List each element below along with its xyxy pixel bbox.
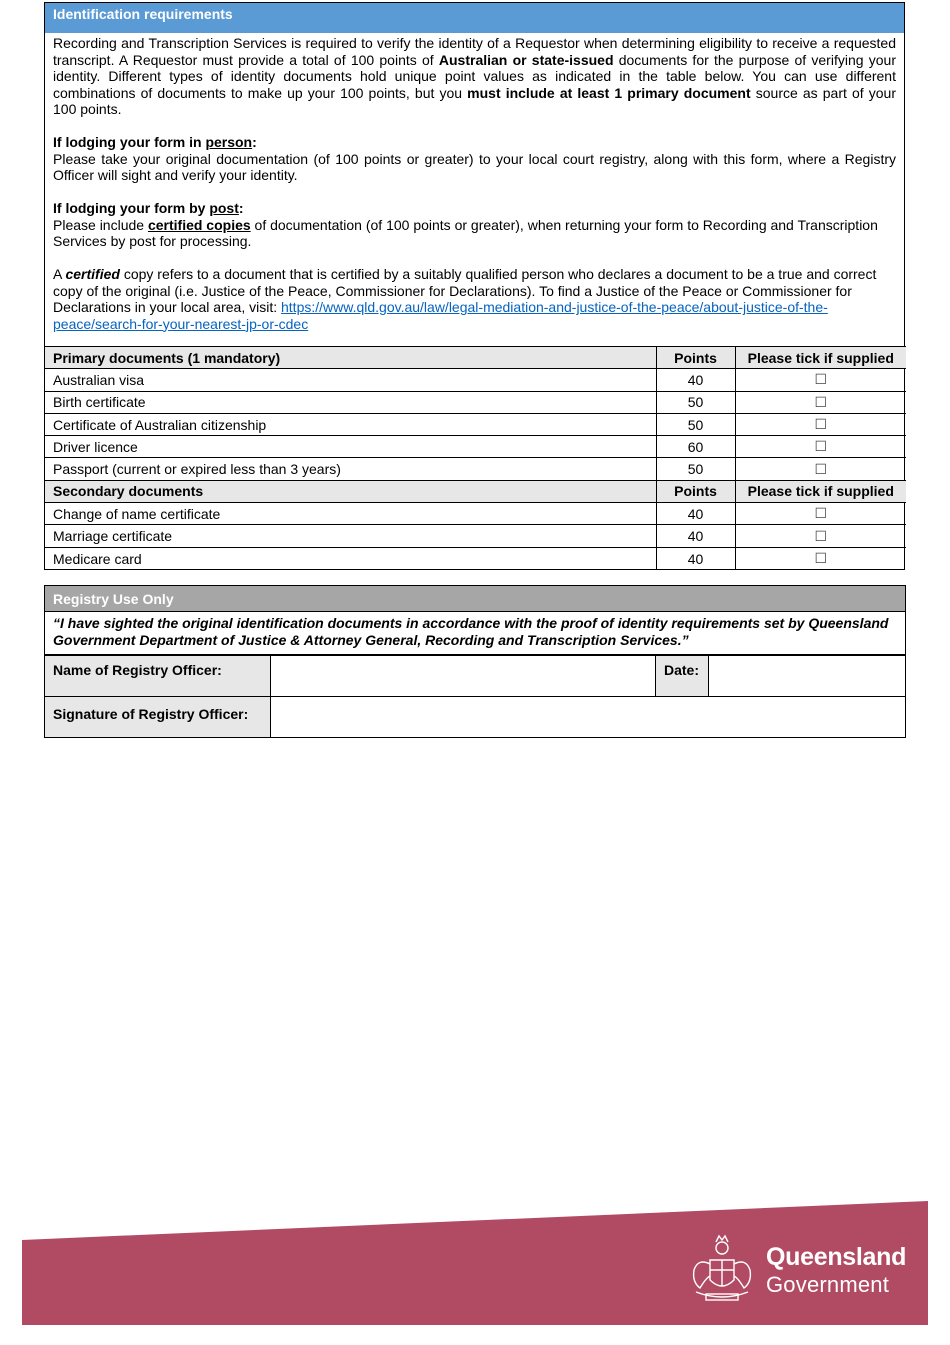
text: If lodging your form by	[53, 200, 210, 216]
checkbox-icon[interactable]: ☐	[814, 506, 828, 523]
brand-queensland: Queensland	[766, 1243, 907, 1271]
document-points: 50	[656, 458, 735, 480]
registry-section	[44, 585, 906, 738]
document-points: 60	[656, 436, 735, 458]
jp-search-link[interactable]: https://www.qld.gov.au/law/legal-mediation-and-justice-of-the-peace/about-justice-of-the-peace/search-for-your-nearest-jp-or-cdec	[53, 299, 828, 332]
checkbox-icon[interactable]: ☐	[814, 461, 828, 478]
table-row	[45, 503, 906, 525]
text: :	[252, 134, 257, 150]
table-row	[45, 436, 906, 458]
officer-name-label: Name of Registry Officer:	[45, 656, 271, 697]
text-bold-italic: certified	[65, 266, 120, 282]
document-name: Certificate of Australian citizenship	[45, 413, 656, 435]
column-header: Secondary documents	[45, 480, 656, 502]
text: copy refers to a document that is certified by a suitably qualified person who declares a document to be a true and correct copy of the original (i.e. Justice of the Peace, Commissioner for Declarations). To find a Justice of the Peace or Commissioner for Declarations in your local area, visit:	[53, 266, 877, 315]
checkbox-icon[interactable]: ☐	[814, 372, 828, 389]
text-bold: Australian or state-issued	[438, 51, 614, 68]
section-header: Identification requirements	[45, 3, 904, 33]
officer-signature-field[interactable]	[271, 697, 906, 738]
registry-declaration: “I have sighted the original identification documents in accordance with the proof of identity requirements set by Queensland Government Department of Justice & Attorney General, Recording and Transcription Services.”	[44, 612, 906, 655]
document-name: Change of name certificate	[45, 503, 656, 525]
document-points: 40	[656, 525, 735, 547]
intro-paragraph	[53, 35, 896, 118]
text-underline: post	[209, 200, 239, 216]
checkbox-icon[interactable]: ☐	[814, 417, 828, 434]
document-points: 40	[656, 503, 735, 525]
text: source as part of your 100 points.	[53, 84, 897, 117]
checkbox-icon[interactable]: ☐	[814, 394, 828, 411]
intro-text	[45, 33, 904, 346]
brand-government: Government	[766, 1272, 890, 1297]
table-row	[45, 391, 906, 413]
document-name: Marriage certificate	[45, 525, 656, 547]
date-field[interactable]	[709, 656, 906, 697]
text-underline: person	[205, 134, 253, 150]
column-header: Please tick if supplied	[735, 347, 906, 369]
registry-header: Registry Use Only	[44, 585, 906, 612]
table-row	[45, 525, 906, 547]
document-points: 40	[656, 547, 735, 569]
text-bold: must include at least 1 primary document	[467, 84, 751, 101]
certified-paragraph	[53, 266, 896, 332]
document-name: Passport (current or expired less than 3 years)	[45, 458, 656, 480]
officer-name-field[interactable]	[271, 656, 656, 697]
table-row	[45, 369, 906, 391]
document-name: Australian visa	[45, 369, 656, 391]
document-name: Driver licence	[45, 436, 656, 458]
text: Recording and Transcription Services is required to verify the identity of a Requestor when determining eligibility to receive a requested transcript. A Requestor must provide a total of 100 points of	[53, 35, 896, 68]
post-heading	[53, 200, 244, 216]
table-row	[45, 413, 906, 435]
checkbox-icon[interactable]: ☐	[814, 551, 828, 568]
document-name: Medicare card	[45, 547, 656, 569]
officer-signature-label: Signature of Registry Officer:	[45, 697, 271, 738]
table-row	[45, 458, 906, 480]
table-header-row	[45, 480, 906, 502]
document-points: 40	[656, 369, 735, 391]
registry-name-row	[45, 656, 906, 697]
text: If lodging your form in	[53, 134, 206, 150]
text: A	[53, 266, 66, 282]
column-header: Primary documents (1 mandatory)	[45, 347, 656, 369]
checkbox-icon[interactable]: ☐	[814, 439, 828, 456]
registry-table	[44, 655, 906, 738]
date-label: Date:	[656, 656, 709, 697]
text: documents for the purpose of verifying your identity. Different types of identity documents hold unique point values as indicated in the table below. You can use different combinations of documents to make up your 100 points, but you	[53, 51, 896, 101]
text: Please include	[53, 216, 148, 233]
documents-table	[45, 346, 906, 569]
document-name: Birth certificate	[45, 391, 656, 413]
document-points: 50	[656, 413, 735, 435]
person-heading	[53, 134, 257, 150]
checkbox-icon[interactable]: ☐	[814, 528, 828, 545]
table-header-row	[45, 347, 906, 369]
table-row	[45, 547, 906, 569]
person-text: Please take your original documentation (of 100 points or greater) to your local court registry, along with this form, where a Registry Officer will sight and verify your identity.	[53, 150, 896, 183]
document-points: 50	[656, 391, 735, 413]
column-header: Points	[656, 347, 735, 369]
column-header: Please tick if supplied	[735, 480, 906, 502]
text-bold: certified copies	[147, 216, 251, 233]
person-paragraph	[53, 134, 896, 184]
text: of documentation (of 100 points or greater), when returning your form to Recording and Transcription Services by post for processing.	[53, 216, 878, 249]
identification-section	[44, 2, 905, 570]
registry-signature-row	[45, 697, 906, 738]
post-paragraph	[53, 200, 896, 250]
text: :	[238, 200, 244, 216]
queensland-crest-icon	[686, 1230, 758, 1304]
column-header: Points	[656, 480, 735, 502]
